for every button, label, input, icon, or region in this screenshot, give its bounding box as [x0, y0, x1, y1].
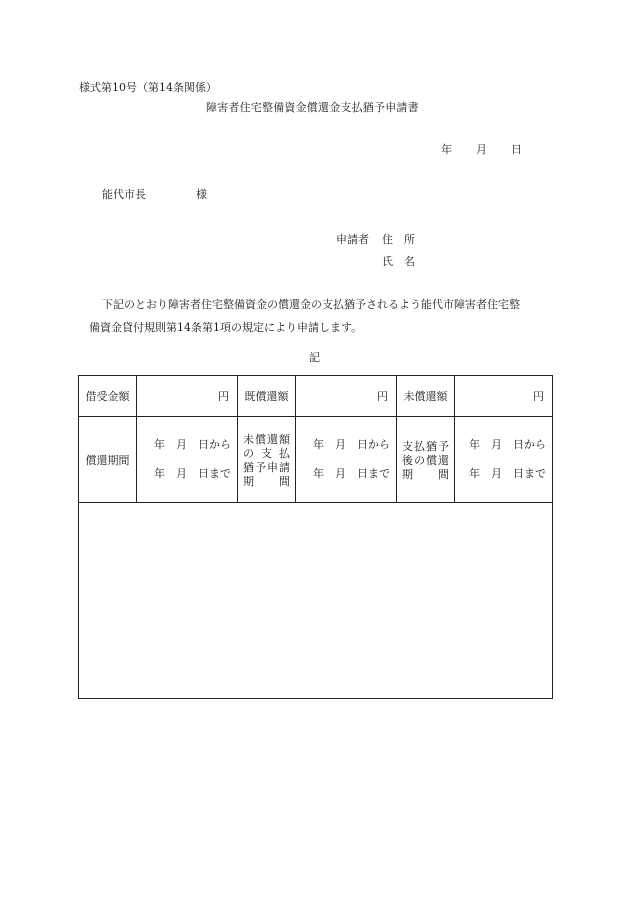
- name-label: 氏 名: [382, 255, 415, 268]
- application-table: [78, 375, 553, 699]
- date-year: 年: [441, 143, 452, 156]
- amount-row: [79, 376, 553, 417]
- yen-unit: 円: [377, 390, 388, 403]
- post-deferral-period-field[interactable]: [455, 417, 553, 503]
- date-day: 日: [511, 143, 522, 156]
- period-row: [79, 417, 553, 503]
- applicant-label: 申請者: [336, 233, 369, 246]
- deferral-request-period-field[interactable]: [296, 417, 397, 503]
- address-label: 住 所: [382, 233, 415, 246]
- label-line: 期 間: [402, 467, 449, 481]
- label-line: 猶予申請: [243, 460, 290, 474]
- ki-marker: 記: [309, 351, 320, 364]
- notes-row: [79, 503, 553, 699]
- period-from: 年 月 日から: [313, 438, 390, 451]
- repaid-amount-label: 既償還額: [238, 376, 296, 417]
- deferral-request-period-label: [238, 417, 296, 503]
- label-line: 支払猶予: [402, 439, 449, 453]
- document-title: 障害者住宅整備資金償還金支払猶予申請書: [206, 101, 419, 114]
- repayment-period-field[interactable]: [137, 417, 238, 503]
- addressee-name: 能代市長: [102, 188, 146, 201]
- label-line: の支払: [243, 446, 290, 460]
- form-number: 様式第10号（第14条関係）: [79, 81, 217, 94]
- unrepaid-amount-field[interactable]: [455, 376, 553, 417]
- free-text-area[interactable]: [79, 503, 553, 699]
- yen-unit: 円: [533, 390, 544, 403]
- period-from: 年 月 日から: [469, 438, 546, 451]
- period-until: 年 月 日まで: [469, 467, 546, 480]
- label-line: 未償還額: [243, 432, 290, 446]
- period-until: 年 月 日まで: [313, 467, 390, 480]
- date-month: 月: [476, 143, 487, 156]
- body-line-2: 備資金貸付規則第14条第1項の規定により申請します。: [89, 321, 363, 334]
- period-from: 年 月 日から: [154, 438, 231, 451]
- repayment-period-label: 償還期間: [79, 417, 137, 503]
- post-deferral-period-label: [397, 417, 455, 503]
- loan-amount-label: 借受金額: [79, 376, 137, 417]
- label-line: 後の償還: [402, 453, 449, 467]
- loan-amount-field[interactable]: [137, 376, 238, 417]
- repaid-amount-field[interactable]: [296, 376, 397, 417]
- yen-unit: 円: [218, 390, 229, 403]
- addressee-honorific: 様: [196, 188, 207, 201]
- body-line-1: 下記のとおり障害者住宅整備資金の償還金の支払猶予されるよう能代市障害者住宅整: [102, 298, 520, 311]
- label-line: 期 間: [243, 474, 290, 488]
- unrepaid-amount-label: 未償還額: [397, 376, 455, 417]
- period-until: 年 月 日まで: [154, 467, 231, 480]
